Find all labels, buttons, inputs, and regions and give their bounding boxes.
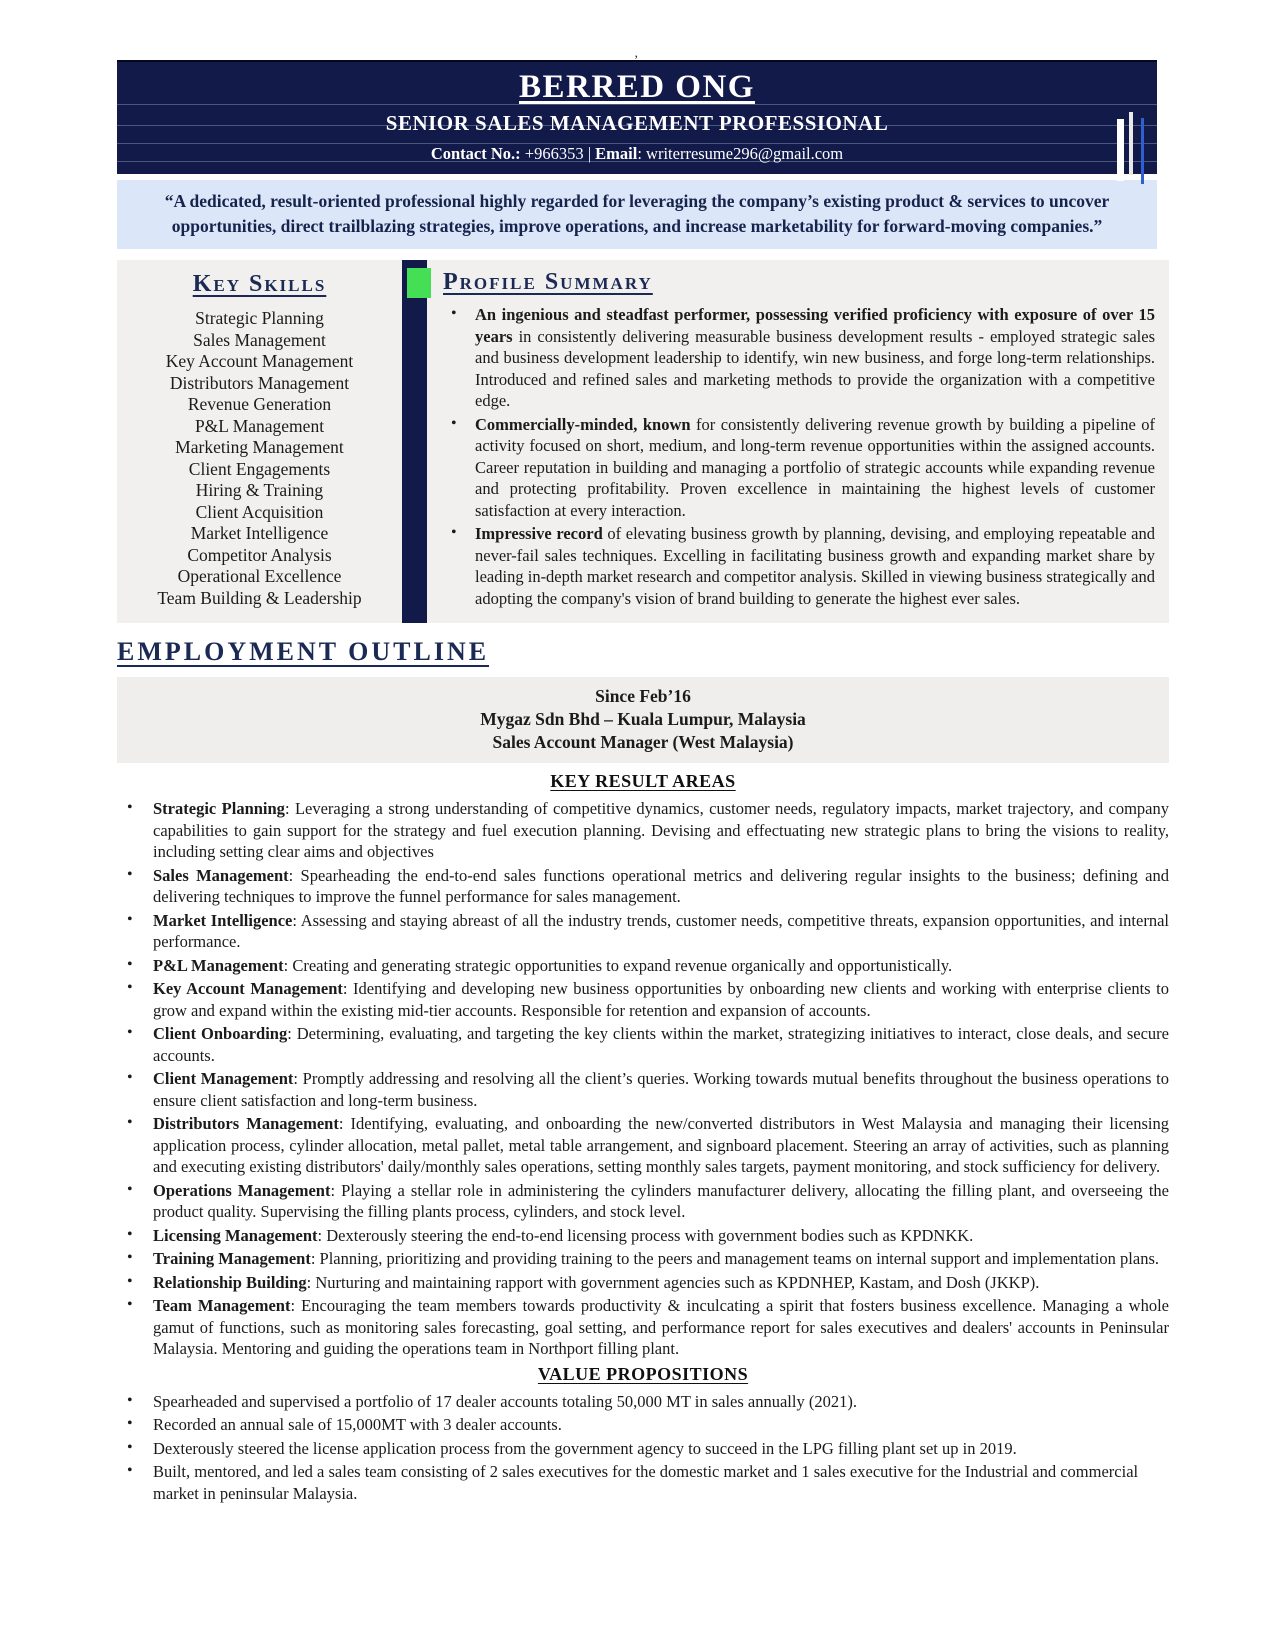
email-link[interactable]: writerresume296@gmail.com [646,144,844,163]
profile-summary-heading: Profile Summary [443,269,653,295]
employment-period: Since Feb’16 [595,686,691,706]
key-skills-panel [117,260,402,623]
key-result-bullet [117,798,1169,863]
value-proposition-bullet: • Spearheaded and supervised a portfolio of 17 dealer accounts totaling 50,000 MT in sales annually (2021). [117,1391,1169,1413]
header-rule-line [117,161,1157,162]
key-skill-item: P&L Management [194,415,325,436]
key-result-bullet [117,955,1169,977]
bullet-lead: Operations Management [153,1180,331,1200]
key-result-bullet [117,1180,1169,1223]
key-skill-item: Client Engagements [188,458,331,479]
bullet-lead: Distributors Management [153,1114,339,1133]
employment-outline-heading: EMPLOYMENT OUTLINE [117,637,490,666]
green-accent-square [407,268,431,298]
key-skill-item: Revenue Generation [187,394,332,414]
bullet-lead: Key Account Management [153,979,343,998]
key-result-bullet [117,1248,1169,1270]
employment-role: Sales Account Manager (West Malaysia) [492,732,794,752]
bullet-text: of elevating business growth by planning, devising, and employing repeatable and never-fail sales techniques. Excelling in facilitating business growth and expanding market share by leading in-depth market research and competitor analysis. Skilled in viewing business strategically and adopting the company's vision of brand building to generate the highest ever sales. [475,524,1155,608]
key-result-areas-list [117,798,1169,1360]
bullet-lead: Sales Management [153,865,289,885]
value-proposition-bullet: • Dexterously steered the license application process from the government agency to succeed in the LPG filling plant set up in 2019. [117,1438,1169,1460]
bullet-text: : Identifying and developing new business opportunities by onboarding new clients and working with enterprise clients to grow and expand within the existing mid-tier accounts. Responsible for retention and expansion of accounts. [153,979,1169,1020]
employment-header-box [117,677,1169,763]
email-label: Email [595,144,638,163]
key-skill-item: Sales Management [193,329,326,350]
key-result-bullet [117,978,1169,1021]
key-result-bullet [117,910,1169,953]
bullet-lead: Market Intelligence [153,910,293,930]
value-proposition-bullet: • Recorded an annual sale of 15,000MT with 3 dealer accounts. [117,1414,1169,1436]
bullet-text: : Dexterously steering the end-to-end licensing process with government bodies such as KPDNKK. [317,1225,974,1245]
bullet-lead: Team Management [153,1296,291,1315]
key-result-bullet [117,1272,1169,1294]
bullet-text: : Creating and generating strategic opportunities to expand revenue organically and opportunistically. [283,955,953,975]
bullet-text: : Playing a stellar role in administering the cylinders manufacturer delivery, allocating the filling plant, and overseeing the product quality. Supervising the filling plants process, cylinders, and stock level. [153,1180,1169,1221]
profile-summary-bullet [443,304,1155,412]
vertical-divider-bar [402,260,427,623]
key-skills-list [121,308,398,609]
bullet-lead: Licensing Management [153,1225,318,1245]
key-result-bullet [117,1068,1169,1111]
header-band [117,60,1157,174]
key-result-bullet [117,865,1169,908]
quote-band: “A dedicated, result-oriented professional highly regarded for leveraging the company’s existing product & services to uncover opportunities, direct trailblazing strategies, improve operations, and increase marketability for forward-moving companies.” [117,180,1157,249]
key-result-bullet [117,1225,1169,1247]
key-skill-item: Market Intelligence [190,523,329,543]
value-propositions-list [117,1391,1169,1505]
key-skills-heading: Key Skills [192,271,327,297]
key-skill-item: Competitor Analysis [187,544,332,565]
bullet-text: : Encouraging the team members towards productivity & inculcating a spirit that fosters business excellence. Managing a whole gamut of functions, such as monitoring sales forecasting, goal setting, and performance report for sales executives and dealers' accounts in Peninsular Malaysia. Mentoring and guiding the operations team in Northport filling plant. [153,1296,1170,1358]
header-rule-line [117,125,1157,126]
bullet-text: : Promptly addressing and resolving all the client’s queries. Working towards mutual benefits throughout the business operations to ensure client satisfaction and long-term business. [153,1069,1169,1110]
contact-separator: | [587,144,592,163]
header-rule-line [117,104,1157,105]
key-result-bullet [117,1295,1169,1360]
professional-title: SENIOR SALES MANAGEMENT PROFESSIONAL [385,111,889,135]
key-skill-item: Distributors Management [169,372,350,393]
key-skill-item: Team Building & Leadership [157,587,362,608]
value-proposition-bullet: • Built, mentored, and led a sales team consisting of 2 sales executives for the domestic market and 1 sales executive for the Industrial and commercial market in peninsular Malaysia. [117,1461,1169,1504]
profile-summary-list [443,304,1155,609]
contact-number: +966353 [524,144,584,163]
key-result-bullet [117,1023,1169,1066]
bullet-lead: Client Onboarding [153,1024,288,1043]
bullet-lead: Impressive record [475,524,603,543]
key-result-bullet [117,1113,1169,1178]
key-result-areas-heading: KEY RESULT AREAS [550,771,736,791]
bullet-text: : Leveraging a strong understanding of competitive dynamics, customer needs, regulatory impacts, market trajectory, and company capabilities to gain support for the strategy and fuel execution planning. Devising and effectuating new strategic plans to bring the visions to reality, including setting clear aims and objectives [153,799,1169,861]
profile-summary-bullet [443,523,1155,609]
candidate-name: BERRED ONG [519,69,755,105]
value-propositions-heading: VALUE PROPOSITIONS [537,1363,749,1384]
profile-summary-bullet [443,414,1155,522]
bullet-text: : Determining, evaluating, and targeting the key clients within the market, strategizing initiatives to interact, close deals, and secure accounts. [153,1024,1169,1065]
bullet-text: for consistently delivering revenue growth by building a pipeline of activity focused on short, medium, and long-term revenue opportunities within the assigned accounts. Career reputation in building and managing a portfolio of strategic accounts while expanding revenue and protecting profitability. Proven excellence in maintaining the highest levels of customer satisfaction at every interaction. [475,414,1156,520]
skills-profile-section [117,260,1169,623]
employment-company: Mygaz Sdn Bhd – Kuala Lumpur, Malaysia [480,709,806,729]
bullet-lead: An ingenious and steadfast performer, possessing verified proficiency with exposure of over 15 years [475,305,1155,346]
bullet-text: : Spearheading the end-to-end sales functions operational metrics and delivering regular insights to the business; defining and delivering techniques to improve the funnel performance for sales management. [153,865,1169,906]
bullet-text: : Assessing and staying abreast of all the industry trends, customer needs, competitive threats, expansion opportunities, and internal performance. [153,910,1169,951]
bullet-lead: Strategic Planning [153,799,285,818]
key-skill-item: Marketing Management [175,437,344,457]
bullet-text: in consistently delivering measurable business development results - employed strategic sales and business development leadership to identify, win new business, and forge long-term relationships. Introduced and refined sales and marketing methods to provide the organization with a competitive edge. [475,326,1155,410]
email-colon: : [637,144,647,163]
bullet-text: : Nurturing and maintaining rapport with government agencies such as KPDNHEP, Kastam, and Dosh (JKKP). [306,1272,1040,1292]
key-skill-item: Operational Excellence [177,566,342,586]
bullet-lead: Training Management [153,1249,311,1268]
employment-section [117,637,1169,1504]
bullet-lead: Client Management [153,1069,294,1088]
bullet-lead: Relationship Building [153,1272,307,1292]
contact-label: Contact No.: [430,144,521,163]
bullet-lead: Commercially-minded, known [475,414,691,434]
key-skill-item: Hiring & Training [195,480,324,500]
key-skill-item: Strategic Planning [195,308,324,328]
header-rule-line [117,143,1157,144]
bullet-lead: P&L Management [153,955,284,975]
key-skill-item: Key Account Management [165,351,354,371]
profile-summary-panel [427,260,1169,623]
bullet-text: : Planning, prioritizing and providing training to the peers and management teams on internal support and implementation plans. [310,1249,1160,1268]
key-skill-item: Client Acquisition [195,501,324,522]
bullet-text: : Identifying, evaluating, and onboarding the new/converted distributors in West Malaysia and managing their licensing application process, cylinder allocation, metal pallet, metal table arrangement, and signboard placement. Steering an array of activities, such as planning and executing existing distributors' daily/monthly sales operations, setting monthly sales targets, payment monitoring, and stock sufficiency for delivery. [153,1114,1169,1176]
